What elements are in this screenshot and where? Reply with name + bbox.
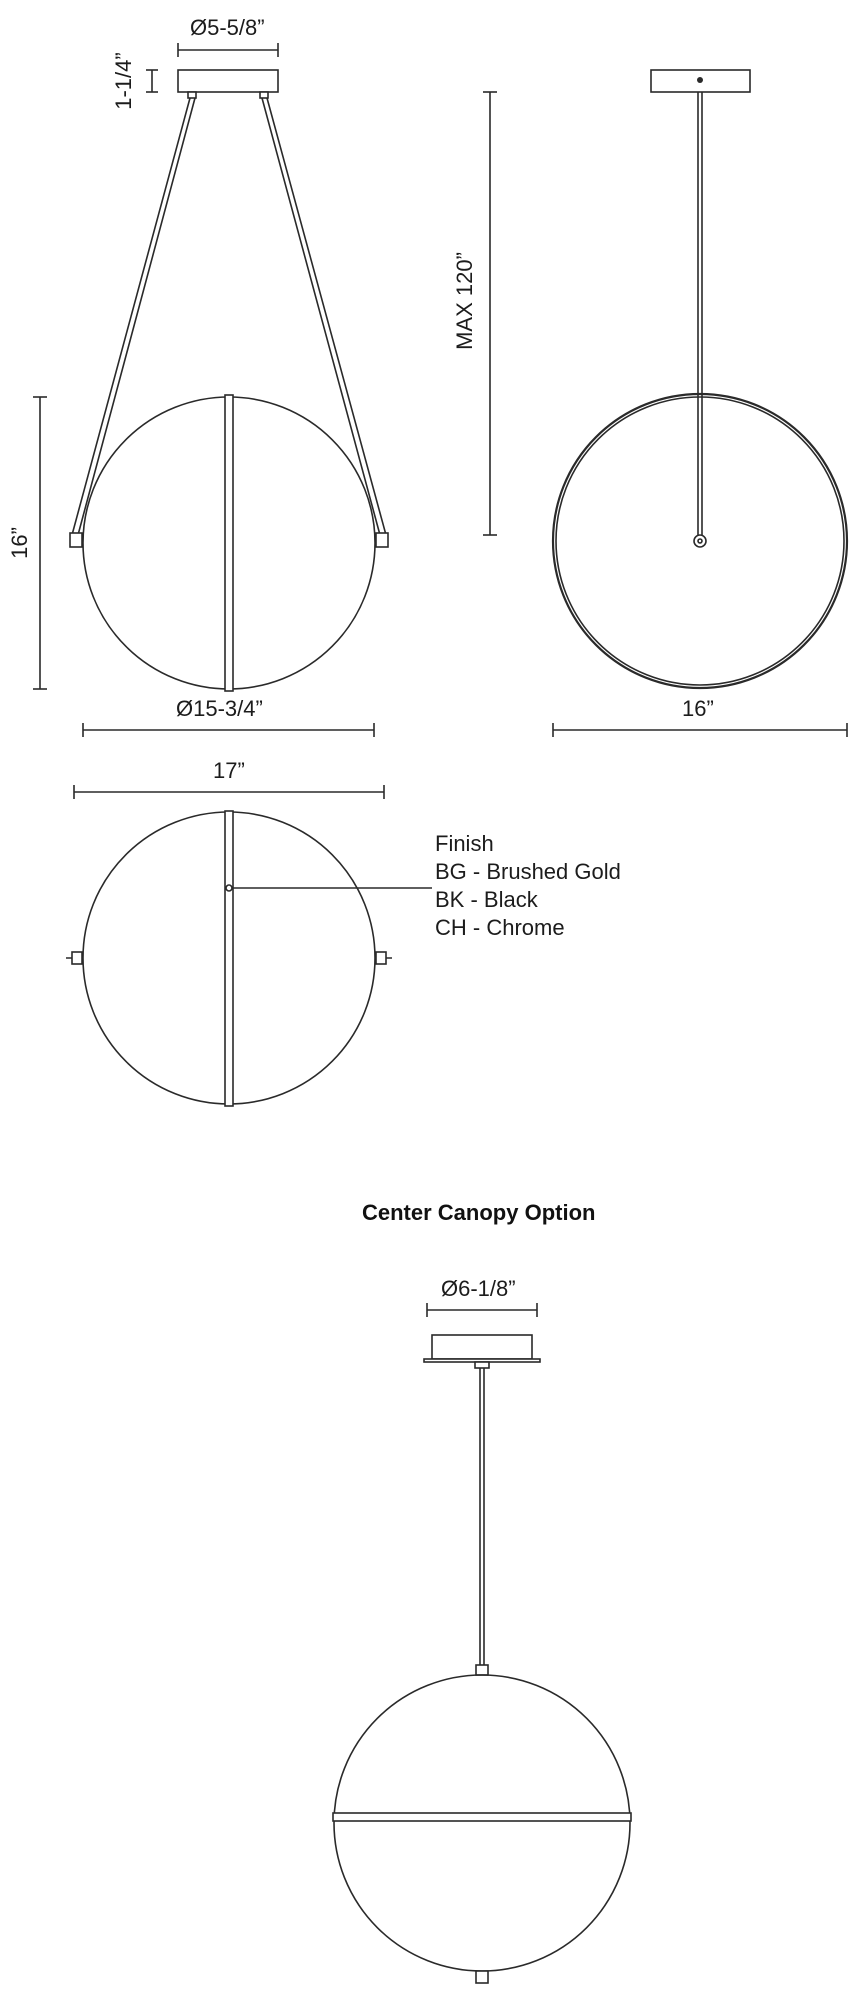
top-width-dimension — [74, 785, 384, 799]
center-canopy-diameter-label: Ø6-1/8” — [441, 1276, 516, 1301]
side-width-label: 16” — [682, 696, 714, 721]
max-drop-label: MAX 120” — [452, 252, 477, 350]
side-view — [483, 70, 847, 737]
center-bar — [225, 811, 233, 1106]
canopy-screw — [697, 77, 703, 83]
finish-legend — [435, 830, 621, 942]
globe — [334, 1675, 630, 1971]
top-width-label: 17” — [213, 758, 245, 783]
side-width-dimension — [553, 723, 847, 737]
bottom-finial — [476, 1971, 488, 1983]
ring-diameter-dimension — [83, 723, 374, 737]
finish-option: BK - Black — [435, 887, 538, 912]
canopy-diameter-label: Ø5-5/8” — [190, 15, 265, 40]
center-canopy-heading: Center Canopy Option — [362, 1200, 596, 1225]
center-canopy-view — [333, 1303, 631, 1983]
front-view — [33, 43, 388, 737]
rod-connector — [476, 1665, 488, 1675]
canopy — [432, 1335, 532, 1359]
suspension-rod — [698, 92, 702, 535]
ring-diameter-label: Ø15-3/4” — [176, 696, 263, 721]
max-drop-dimension — [483, 92, 497, 535]
pivot-left — [70, 533, 82, 547]
finish-option: CH - Chrome — [435, 915, 565, 940]
canopy-height-label: 1-1/4” — [111, 52, 136, 110]
canopy — [178, 70, 278, 92]
horizontal-band — [333, 1813, 631, 1821]
pivot-left — [66, 952, 83, 964]
top-view — [66, 785, 432, 1106]
body-height-label: 16” — [7, 527, 32, 559]
canopy-diameter-dimension — [178, 43, 278, 57]
canopy-nut — [475, 1362, 489, 1368]
center-point — [226, 885, 232, 891]
pivot-right — [376, 533, 388, 547]
center-canopy-diameter-dimension — [427, 1303, 537, 1317]
pivot-right — [375, 952, 392, 964]
canopy-mount — [260, 92, 268, 98]
canopy-mount — [188, 92, 196, 98]
center-bar — [225, 395, 233, 691]
canopy-height-dimension — [146, 70, 158, 92]
suspension-rod — [480, 1368, 484, 1665]
finish-option: BG - Brushed Gold — [435, 859, 621, 884]
pivot — [694, 535, 706, 547]
body-height-dimension — [33, 397, 47, 689]
finish-title: Finish — [435, 831, 494, 856]
